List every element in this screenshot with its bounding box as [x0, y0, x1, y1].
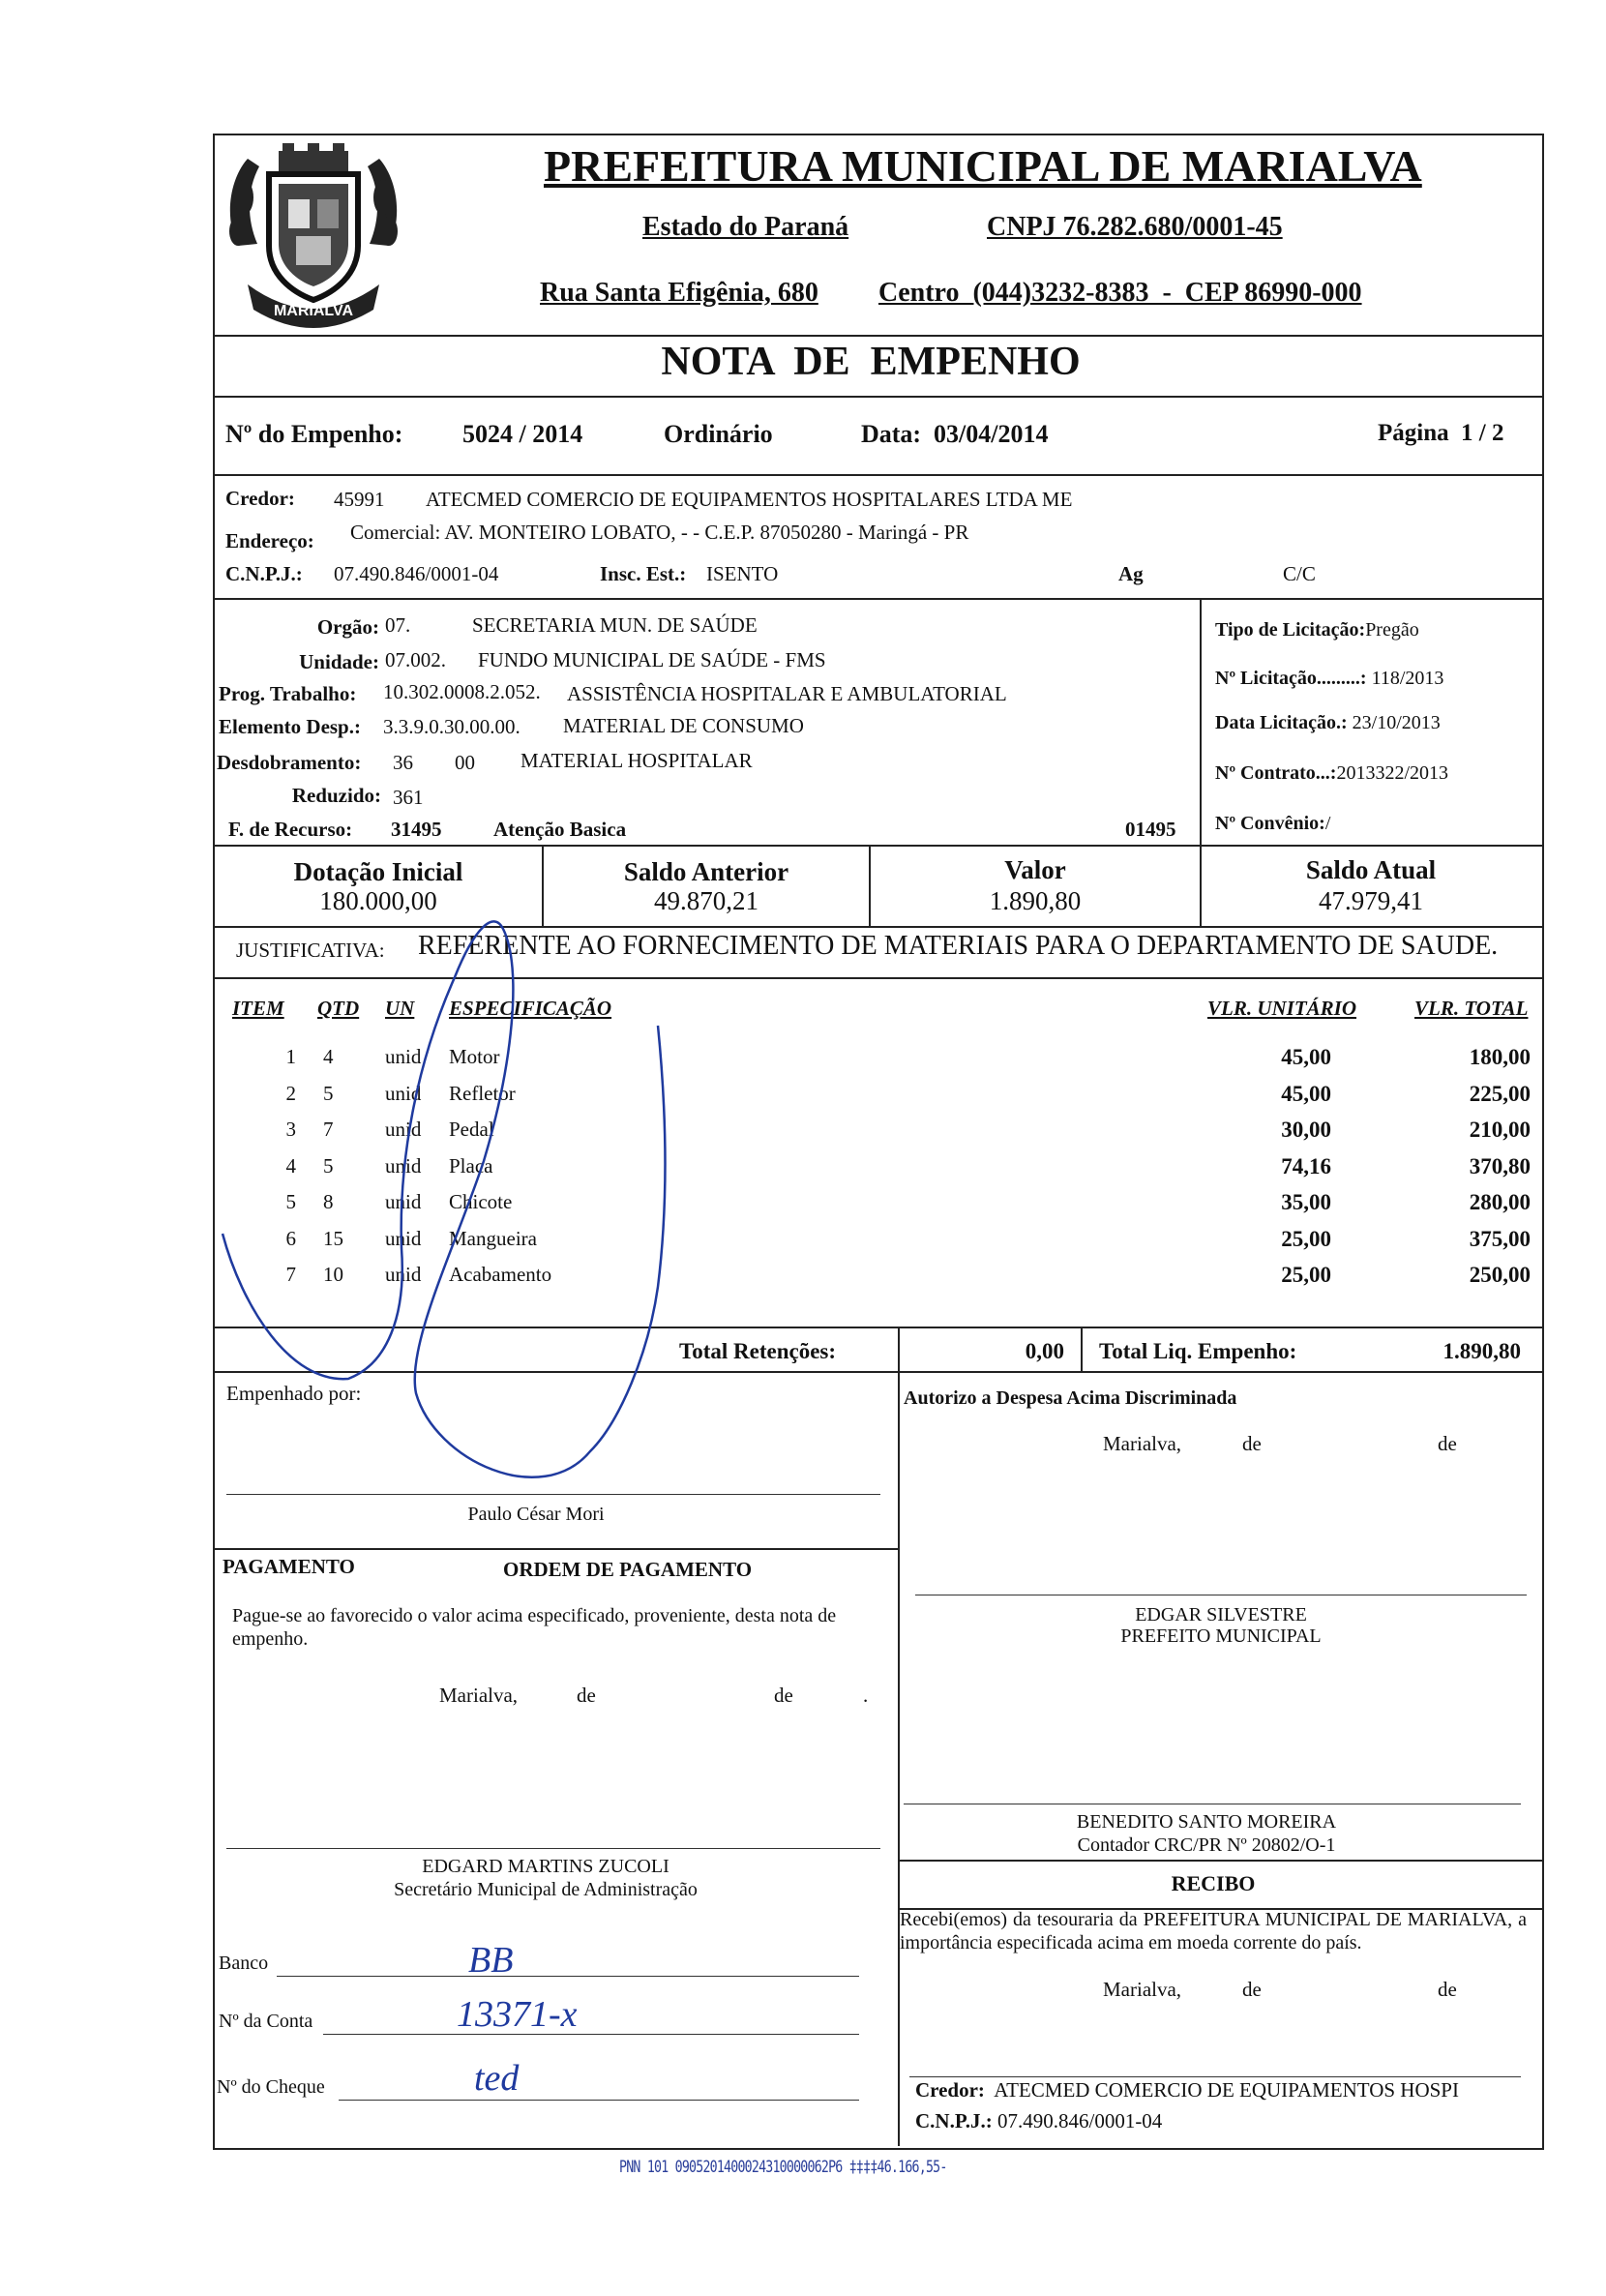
item-qtd: 10: [323, 1263, 343, 1286]
item-number: 1: [285, 1045, 296, 1068]
crest-text: MARIALVA: [273, 303, 354, 319]
recurso-right-code: 01495: [1125, 818, 1176, 841]
dotacao-inicial-value: 180.000,00: [319, 886, 437, 915]
data-licitacao-value: 23/10/2013: [1352, 712, 1441, 733]
retencoes-value: 0,00: [1025, 1339, 1064, 1363]
convenio-value: /: [1324, 813, 1331, 834]
rule: [898, 1327, 900, 2146]
rule: [213, 1548, 900, 1550]
recibo-credor-name: ATECMED COMERCIO DE EQUIPAMENTOS HOSPI: [994, 2078, 1459, 2102]
convenio: [1215, 813, 1330, 835]
recibo-credor: [915, 2078, 1459, 2102]
credor-cnpj: 07.490.846/0001-04: [334, 562, 499, 585]
cheque-line: [339, 2100, 859, 2101]
col-item-header: ITEM: [232, 997, 284, 1020]
secretario-role: Secretário Municipal de Administração: [394, 1879, 698, 1900]
footer-bank-code: PNN 101 0905201400024310000062P6 ‡‡‡‡46.166,55-: [619, 2158, 947, 2177]
rule: [213, 977, 1542, 979]
desdobramento-name: MATERIAL HOSPITALAR: [520, 749, 753, 772]
col-un-header: UN: [385, 997, 415, 1020]
item-description: Mangueira: [449, 1226, 537, 1250]
col-total-header: VLR. TOTAL: [1414, 997, 1529, 1020]
prefeito-role: PREFEITO MUNICIPAL: [1120, 1625, 1322, 1647]
item-description: Placa: [449, 1153, 493, 1178]
empenhado-signer: Paulo César Mori: [467, 1504, 605, 1525]
saldo-anterior-value: 49.870,21: [654, 886, 758, 915]
cheque-label: Nº do Cheque: [217, 2076, 325, 2098]
saldo-atual-label: Saldo Atual: [1305, 855, 1437, 884]
justificativa-text: REFERENTE AO FORNECIMENTO DE MATERIAIS PARA O DEPARTAMENTO DE SAUDE.: [418, 931, 1499, 961]
saldo-atual-value: 47.979,41: [1319, 886, 1423, 915]
liq-empenho-label: Total Liq. Empenho:: [1099, 1339, 1297, 1363]
item-total-price: 370,80: [1469, 1153, 1531, 1178]
item-qtd: 5: [323, 1081, 334, 1105]
unidade-name: FUNDO MUNICIPAL DE SAÚDE - FMS: [478, 648, 826, 671]
item-number: 6: [285, 1226, 296, 1250]
recibo-de2: de: [1438, 1978, 1457, 2001]
state-name: Estado do Paraná: [642, 212, 849, 242]
item-qtd: 15: [323, 1226, 343, 1250]
item-description: Refletor: [449, 1081, 516, 1105]
dotacao-inicial-label: Dotação Inicial: [293, 857, 463, 886]
item-unit: unid: [385, 1190, 422, 1213]
desdobramento-label: Desdobramento:: [217, 751, 362, 774]
pagamento-de2: de: [774, 1684, 793, 1707]
recibo-cnpj-label: C.N.P.J.:: [915, 2109, 993, 2132]
item-unit: unid: [385, 1263, 422, 1286]
rule: [213, 1371, 1542, 1373]
orgao-code: 07.: [385, 613, 411, 637]
document-title: NOTA DE EMPENHO: [661, 340, 1081, 384]
secretario-signature-line: [226, 1848, 880, 1849]
item-total-price: 375,00: [1469, 1226, 1531, 1251]
contador-role: Contador CRC/PR Nº 20802/O-1: [1077, 1834, 1336, 1856]
numero-licitacao: [1215, 668, 1443, 690]
item-unit: unid: [385, 1081, 422, 1105]
autorizo-de2: de: [1438, 1432, 1457, 1455]
cheque-handwritten: ted: [474, 2058, 520, 2099]
item-unit: unid: [385, 1045, 422, 1068]
data-licitacao: [1215, 712, 1441, 734]
contrato-value: 2013322/2013: [1336, 762, 1449, 784]
recibo-text: Recebi(emos) da tesouraria da PREFEITURA MUNICIPAL DE MARIALVA, a importância especificada acima em moeda corrente do país.: [900, 1909, 1527, 1953]
item-total-price: 250,00: [1469, 1263, 1531, 1287]
recibo-city: Marialva,: [1103, 1978, 1182, 2001]
numero-licitacao-label: Nº Licitação.........:: [1215, 668, 1367, 689]
reduzido-value: 361: [393, 786, 424, 809]
desdobramento-sub: 00: [455, 751, 475, 774]
credor-address: Comercial: AV. MONTEIRO LOBATO, - - C.E.P. 87050280 - Maringá - PR: [350, 521, 969, 544]
convenio-label: Nº Convênio:: [1215, 813, 1325, 834]
prog-label: Prog. Trabalho:: [219, 682, 357, 705]
item-qtd: 7: [323, 1118, 334, 1141]
tipo-licitacao-label: Tipo de Licitação:: [1215, 619, 1366, 641]
banco-line: [277, 1976, 859, 1977]
justificativa-label: JUSTIFICATIVA:: [236, 939, 385, 962]
recibo-cnpj: [915, 2109, 1162, 2133]
empenho-number-label: Nº do Empenho:: [225, 420, 403, 448]
item-unit-price: 30,00: [1281, 1118, 1331, 1142]
ordem-pagamento-label: ORDEM DE PAGAMENTO: [503, 1558, 753, 1581]
autorizo-de1: de: [1242, 1432, 1262, 1455]
item-description: Acabamento: [449, 1263, 552, 1286]
rule: [1200, 598, 1202, 845]
item-description: Pedal: [449, 1118, 494, 1141]
item-qtd: 4: [323, 1045, 334, 1068]
recibo-credor-label: Credor:: [915, 2078, 985, 2102]
item-number: 4: [285, 1153, 296, 1178]
item-qtd: 8: [323, 1190, 334, 1213]
item-qtd: 5: [323, 1153, 334, 1178]
orgao-label: Orgão:: [316, 615, 379, 639]
item-description: Motor: [449, 1045, 500, 1068]
insc-value: ISENTO: [706, 562, 779, 585]
retencoes-label: Total Retenções:: [679, 1339, 837, 1363]
recibo-signature-line: [909, 2076, 1521, 2077]
rule: [213, 335, 1542, 337]
rule: [1081, 1327, 1083, 1371]
item-number: 2: [285, 1081, 296, 1105]
item-total-price: 180,00: [1469, 1045, 1531, 1069]
item-number: 5: [285, 1190, 296, 1213]
item-unit: unid: [385, 1153, 422, 1178]
valor-value: 1.890,80: [989, 886, 1082, 915]
page-label: Página: [1378, 420, 1449, 446]
municipality-title: PREFEITURA MUNICIPAL DE MARIALVA: [544, 141, 1422, 191]
rule: [213, 474, 1542, 476]
prefeito-name: EDGAR SILVESTRE: [1135, 1604, 1307, 1625]
unidade-code: 07.002.: [385, 648, 446, 671]
col-unit-header: VLR. UNITÁRIO: [1207, 997, 1357, 1020]
col-espec-header: ESPECIFICAÇÃO: [449, 997, 612, 1020]
prog-code: 10.302.0008.2.052.: [383, 680, 541, 703]
saldo-anterior-label: Saldo Anterior: [623, 857, 789, 886]
street-address: Rua Santa Efigênia, 680: [540, 278, 818, 308]
tipo-licitacao: [1215, 619, 1419, 641]
item-total-price: 225,00: [1469, 1081, 1531, 1106]
item-unit-price: 35,00: [1281, 1190, 1331, 1214]
rule: [898, 1860, 1542, 1862]
insc-label: Insc. Est.:: [600, 562, 687, 585]
contrato-label: Nº Contrato...:: [1215, 762, 1337, 784]
orgao-name: SECRETARIA MUN. DE SAÚDE: [472, 613, 758, 637]
item-unit-price: 45,00: [1281, 1081, 1331, 1106]
rule: [213, 598, 1542, 600]
item-unit-price: 25,00: [1281, 1226, 1331, 1251]
item-number: 3: [285, 1118, 296, 1141]
empenho-date: 03/04/2014: [934, 420, 1049, 448]
banco-label: Banco: [219, 1953, 269, 1974]
contrato: [1215, 762, 1448, 785]
empenho-date-label: Data:: [861, 420, 922, 448]
data-licitacao-label: Data Licitação.:: [1215, 712, 1348, 733]
item-description: Chicote: [449, 1190, 513, 1213]
empenho-type: Ordinário: [664, 420, 773, 448]
pagamento-text: Pague-se ao favorecido o valor acima especificado, proveniente, desta nota de empenho.: [232, 1605, 837, 1650]
item-unit-price: 45,00: [1281, 1045, 1331, 1069]
rule: [213, 845, 1542, 847]
recurso-name: Atenção Basica: [493, 818, 627, 841]
municipal-crest-icon: [219, 139, 408, 333]
banco-handwritten: BB: [468, 1940, 514, 1981]
empenhado-label: Empenhado por:: [226, 1382, 362, 1405]
item-unit: unid: [385, 1226, 422, 1250]
page-number: 1 / 2: [1461, 420, 1504, 446]
rule: [213, 926, 1542, 928]
item-unit-price: 25,00: [1281, 1263, 1331, 1287]
recibo-label: RECIBO: [1171, 1871, 1256, 1895]
credor-name: ATECMED COMERCIO DE EQUIPAMENTOS HOSPITALARES LTDA ME: [426, 488, 1073, 511]
recurso-label: F. de Recurso:: [228, 818, 353, 841]
secretario-name: EDGARD MARTINS ZUCOLI: [422, 1856, 669, 1877]
conta-line: [323, 2034, 859, 2035]
valor-label: Valor: [1004, 855, 1066, 884]
contador-name: BENEDITO SANTO MOREIRA: [1076, 1811, 1337, 1833]
address-label: Endereço:: [225, 529, 314, 552]
item-unit: unid: [385, 1118, 422, 1141]
cnpj: CNPJ 76.282.680/0001-45: [987, 212, 1283, 242]
rule: [213, 396, 1542, 398]
recurso-code: 31495: [391, 818, 442, 841]
rule: [213, 1327, 1542, 1328]
recibo-cnpj-value: 07.490.846/0001-04: [996, 2109, 1163, 2132]
unidade-label: Unidade:: [299, 650, 379, 673]
prog-name: ASSISTÊNCIA HOSPITALAR E AMBULATORIAL: [567, 682, 1007, 705]
item-number: 7: [285, 1263, 296, 1286]
ag-label: Ag: [1118, 562, 1144, 585]
pagamento-label: PAGAMENTO: [223, 1555, 355, 1578]
pagamento-de1: de: [577, 1684, 596, 1707]
cc-label: C/C: [1283, 562, 1316, 585]
pagamento-city: Marialva,: [439, 1684, 519, 1707]
credor-label: Credor:: [225, 487, 295, 510]
col-qtd-header: QTD: [317, 997, 360, 1020]
item-total-price: 210,00: [1469, 1118, 1531, 1142]
autorizo-city: Marialva,: [1103, 1432, 1182, 1455]
elemento-name: MATERIAL DE CONSUMO: [563, 714, 804, 737]
item-unit-price: 74,16: [1281, 1153, 1331, 1178]
empenhado-signature-line: [226, 1494, 880, 1495]
cnpj-label: C.N.P.J.:: [225, 562, 303, 585]
credor-code: 45991: [334, 488, 385, 511]
district-phone-cep: Centro (044)3232-8383 - CEP 86990-000: [878, 278, 1362, 308]
tipo-licitacao-value: Pregão: [1365, 619, 1419, 641]
item-total-price: 280,00: [1469, 1190, 1531, 1214]
elemento-code: 3.3.9.0.30.00.00.: [383, 715, 520, 738]
desdobramento-code: 36: [393, 751, 413, 774]
conta-handwritten: 13371-x: [457, 1994, 578, 2035]
pagamento-date-dot: .: [863, 1684, 869, 1707]
numero-licitacao-value: 118/2013: [1371, 668, 1444, 689]
recibo-de1: de: [1242, 1978, 1262, 2001]
reduzido-label: Reduzido:: [291, 784, 381, 807]
empenho-number: 5024 / 2014: [462, 420, 583, 448]
liq-empenho-value: 1.890,80: [1442, 1339, 1521, 1363]
conta-label: Nº da Conta: [219, 2011, 313, 2032]
autorizo-label: Autorizo a Despesa Acima Discriminada: [904, 1387, 1237, 1409]
elemento-label: Elemento Desp.:: [219, 715, 361, 738]
